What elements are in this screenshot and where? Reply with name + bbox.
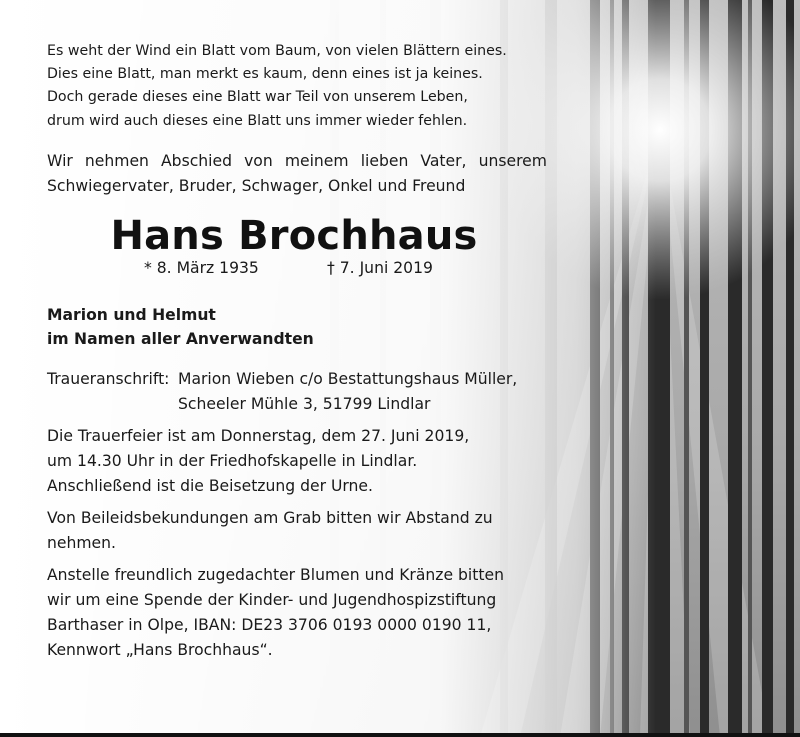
donation-request (47, 563, 547, 663)
address-line-2: Scheeler Mühle 3, 51799 Lindlar (178, 394, 431, 413)
intro-word: unserem (478, 151, 547, 170)
intro-word: Abschied (161, 151, 232, 170)
intro-word: nehmen (84, 151, 149, 170)
intro-word: meinem (284, 151, 349, 170)
intro-word: von (244, 151, 273, 170)
deceased-name: Hans Brochhaus (110, 212, 478, 259)
ceremony-line: um 14.30 Uhr in der Friedhofskapelle in Lindlar. (47, 451, 418, 470)
donation-line: Anstelle freundlich zugedachter Blumen und Kränze bitten (47, 565, 504, 584)
intro-line-1 (47, 149, 547, 174)
donation-line: wir um eine Spende der Kinder- und Jugendhospizstiftung (47, 590, 497, 609)
notice-text (47, 40, 547, 663)
intro-word: Wir (47, 151, 73, 170)
poem-line: Doch gerade dieses eine Blatt war Teil von unserem Leben, (47, 89, 468, 106)
ceremony-line: Anschließend ist die Beisetzung der Urne. (47, 476, 373, 495)
poem-line: Dies eine Blatt, man merkt es kaum, denn eines ist ja keines. (47, 66, 483, 83)
condolence-line: Von Beileidsbekundungen am Grab bitten wir Abstand zu (47, 508, 493, 527)
mourning-address (47, 367, 547, 417)
farewell-intro (47, 149, 547, 199)
mourners-line-1: Marion und Helmut (47, 305, 216, 324)
intro-line-2: Schwiegervater, Bruder, Schwager, Onkel und Freund (47, 176, 466, 195)
ceremony-info (47, 424, 547, 499)
address-line-1: Marion Wieben c/o Bestattungshaus Müller, (178, 369, 518, 388)
intro-word: lieben (360, 151, 409, 170)
mourners-line-2: im Namen aller Anverwandten (47, 329, 314, 348)
poem (47, 40, 547, 133)
intro-word: Vater, (420, 151, 467, 170)
mourners (47, 303, 547, 351)
condolence-line: nehmen. (47, 533, 116, 552)
donation-line: Barthaser in Olpe, IBAN: DE23 3706 0193 0000 0190 11, (47, 615, 492, 634)
death-date: † 7. Juni 2019 (327, 258, 433, 277)
address-value (178, 367, 517, 417)
poem-line: drum wird auch dieses eine Blatt uns immer wieder fehlen. (47, 112, 468, 129)
birth-date: * 8. März 1935 (144, 258, 259, 277)
condolence-request (47, 506, 547, 556)
life-dates (47, 259, 547, 283)
poem-line: Es weht der Wind ein Blatt vom Baum, von vielen Blättern eines. (47, 43, 507, 59)
donation-line: Kennwort „Hans Brochhaus“. (47, 640, 273, 659)
address-label: Traueranschrift: (47, 369, 170, 388)
ceremony-line: Die Trauerfeier ist am Donnerstag, dem 27. Juni 2019, (47, 426, 470, 445)
